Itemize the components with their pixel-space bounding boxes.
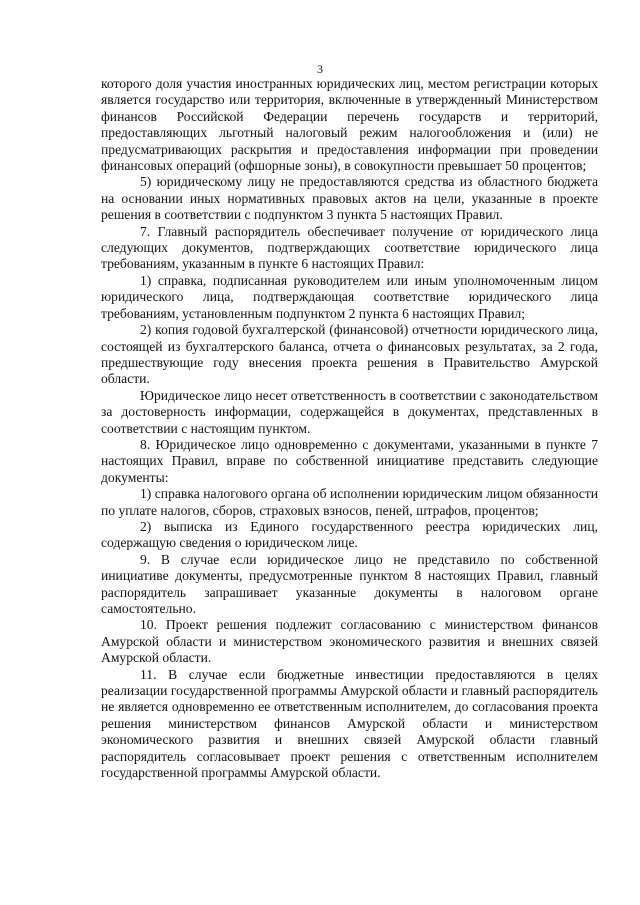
page-number: 3 xyxy=(317,62,323,76)
paragraph-item-10: 10. Проект решения подлежит согласованию с министерством финансов Амурской области и министерством экономического развития и внешних связей Амурской области. xyxy=(101,617,598,666)
paragraph-item-7: 7. Главный распорядитель обеспечивает получение от юридического лица следующих документов, подтверждающих соответствие юридического лица требованиям, указанным в пункте 6 настоящих Правил: xyxy=(101,223,598,272)
paragraph-responsibility: Юридическое лицо несет ответственность в соответствии с законодательством за достоверность информации, содержащейся в документах, представленных в соответствии с настоящим пунктом. xyxy=(101,387,598,436)
paragraph-continuation: которого доля участия иностранных юридических лиц, местом регистрации которых является государство или территория, включенные в утвержденный Министерством финансов Российской Федерации перечень государств и территорий, предоставляющих льготный налоговый режим налогообложения и (или) не предусматривающих раскрытия и предоставления информации при проведении финансовых операций (офшорные зоны), в совокупности превышает 50 процентов; xyxy=(101,76,598,174)
paragraph-subitem-5: 5) юридическому лицу не предоставляются средства из областного бюджета на основании иных нормативных правовых актов на цели, указанные в проекте решения в соответствии с подпунктом 3 пункта 5 настоящих Правил. xyxy=(101,174,598,223)
document-body xyxy=(101,76,598,781)
paragraph-item-7-subitem-1: 1) справка, подписанная руководителем или иным уполномоченным лицом юридического лица, подтверждающая соответствие юридического лица требованиям, установленным подпунктом 2 пункта 6 настоящих Правил; xyxy=(101,272,598,321)
paragraph-item-9: 9. В случае если юридическое лицо не представило по собственной инициативе документы, предусмотренные пунктом 8 настоящих Правил, главный распорядитель запрашивает указанные документы в налоговом органе самостоятельно. xyxy=(101,551,598,616)
paragraph-item-8-subitem-1: 1) справка налогового органа об исполнении юридическим лицом обязанности по уплате налогов, сборов, страховых взносов, пеней, штрафов, процентов; xyxy=(101,486,598,518)
paragraph-item-7-subitem-2: 2) копия годовой бухгалтерской (финансовой) отчетности юридического лица, состоящей из бухгалтерского баланса, отчета о финансовых результатах, за 2 года, предшествующие году внесения проекта решения в Правительство Амурской области. xyxy=(101,322,598,387)
paragraph-item-11: 11. В случае если бюджетные инвестиции предоставляются в целях реализации государственной программы Амурской области и главный распорядитель не является одновременно ее ответственным исполнителем, до согласования проекта решения министерством финансов Амурской области и министерством экономического развития и внешних связей Амурской области главный распорядитель согласовывает проект решения с ответственным исполнителем государственной программы Амурской области. xyxy=(101,666,598,781)
paragraph-item-8-subitem-2: 2) выписка из Единого государственного реестра юридических лиц, содержащую сведения о юридическом лице. xyxy=(101,518,598,551)
paragraph-item-8: 8. Юридическое лицо одновременно с документами, указанными в пункте 7 настоящих Правил, вправе по собственной инициативе представить следующие документы: xyxy=(101,436,598,485)
